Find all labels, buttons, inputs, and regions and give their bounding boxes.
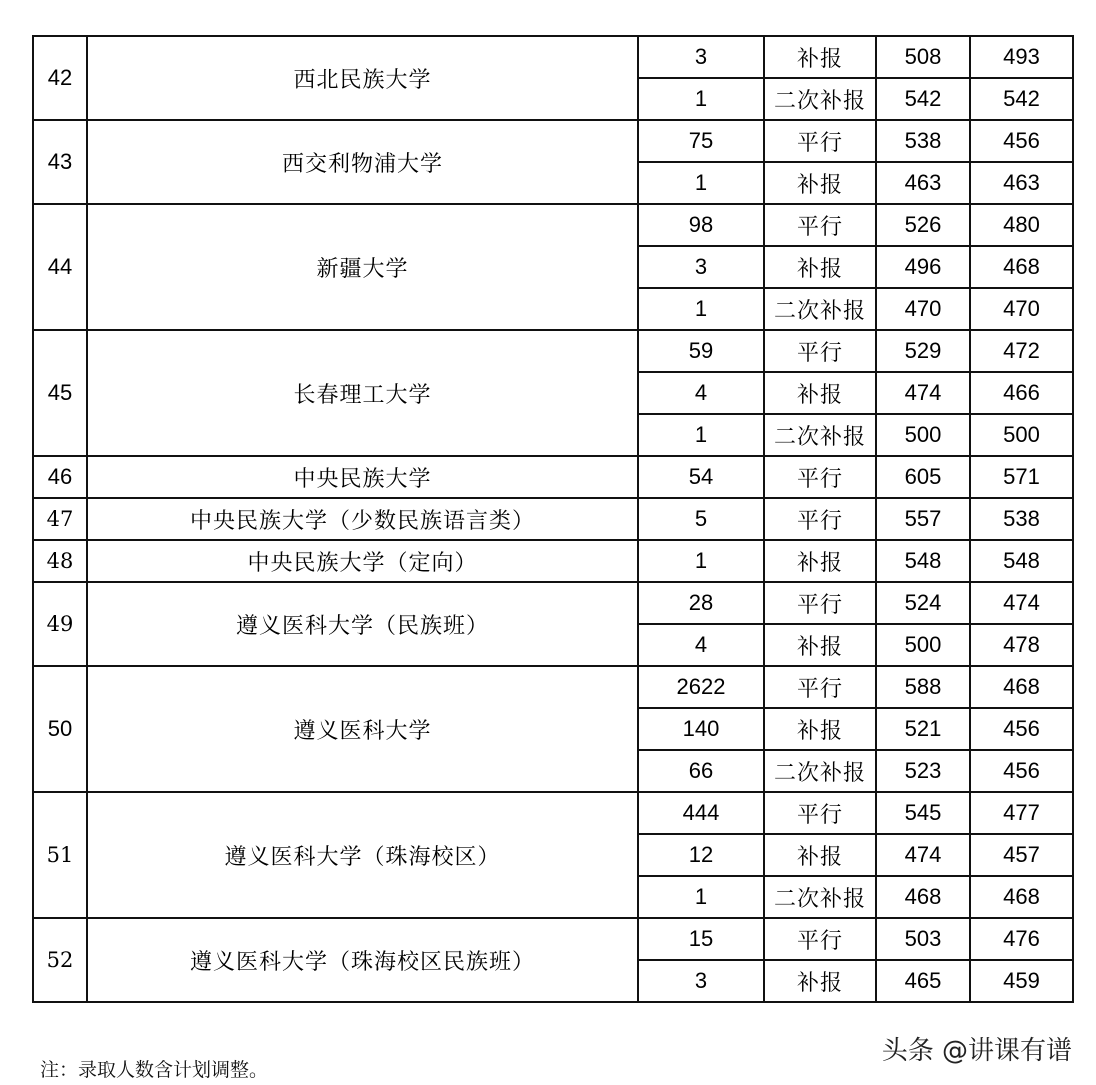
admit-count: 1 [638, 162, 764, 204]
max-score: 542 [876, 78, 970, 120]
max-score: 545 [876, 792, 970, 834]
watermark: 头条 @讲课有谱 [881, 1036, 1072, 1066]
admit-count: 1 [638, 288, 764, 330]
admit-count: 1 [638, 540, 764, 582]
university-name: 新疆大学 [87, 204, 638, 330]
batch-type: 平行 [764, 918, 876, 960]
max-score: 538 [876, 120, 970, 162]
max-score: 529 [876, 330, 970, 372]
max-score: 526 [876, 204, 970, 246]
row-number: 42 [33, 36, 87, 120]
admit-count: 3 [638, 246, 764, 288]
university-name: 遵义医科大学（珠海校区民族班） [87, 918, 638, 1002]
batch-type: 平行 [764, 666, 876, 708]
row-number: 44 [33, 204, 87, 330]
admit-count: 4 [638, 624, 764, 666]
batch-type: 平行 [764, 456, 876, 498]
max-score: 503 [876, 918, 970, 960]
min-score: 472 [970, 330, 1073, 372]
min-score: 468 [970, 876, 1073, 918]
min-score: 457 [970, 834, 1073, 876]
admit-count: 1 [638, 78, 764, 120]
table-row [33, 792, 1073, 834]
batch-type: 补报 [764, 624, 876, 666]
table-row [33, 582, 1073, 624]
min-score: 480 [970, 204, 1073, 246]
table-row [33, 918, 1073, 960]
admit-count: 15 [638, 918, 764, 960]
min-score: 500 [970, 414, 1073, 456]
university-name: 遵义医科大学 [87, 666, 638, 792]
min-score: 476 [970, 918, 1073, 960]
row-number: 48 [33, 540, 87, 582]
university-name: 中央民族大学（少数民族语言类） [87, 498, 638, 540]
row-number: 45 [33, 330, 87, 456]
admit-count: 75 [638, 120, 764, 162]
max-score: 557 [876, 498, 970, 540]
admit-count: 28 [638, 582, 764, 624]
min-score: 548 [970, 540, 1073, 582]
max-score: 500 [876, 624, 970, 666]
university-name: 西北民族大学 [87, 36, 638, 120]
min-score: 456 [970, 750, 1073, 792]
table-body [33, 36, 1073, 1002]
min-score: 468 [970, 666, 1073, 708]
batch-type: 补报 [764, 372, 876, 414]
min-score: 466 [970, 372, 1073, 414]
table-row [33, 36, 1073, 78]
university-name: 中央民族大学（定向） [87, 540, 638, 582]
min-score: 468 [970, 246, 1073, 288]
university-name: 中央民族大学 [87, 456, 638, 498]
row-number: 43 [33, 120, 87, 204]
max-score: 496 [876, 246, 970, 288]
table-row [33, 540, 1073, 582]
max-score: 465 [876, 960, 970, 1002]
max-score: 588 [876, 666, 970, 708]
row-number: 46 [33, 456, 87, 498]
university-name: 遵义医科大学（民族班） [87, 582, 638, 666]
admit-count: 2622 [638, 666, 764, 708]
min-score: 470 [970, 288, 1073, 330]
max-score: 605 [876, 456, 970, 498]
batch-type: 二次补报 [764, 876, 876, 918]
batch-type: 二次补报 [764, 750, 876, 792]
max-score: 548 [876, 540, 970, 582]
min-score: 456 [970, 708, 1073, 750]
admit-count: 12 [638, 834, 764, 876]
table-row [33, 330, 1073, 372]
admit-count: 444 [638, 792, 764, 834]
max-score: 521 [876, 708, 970, 750]
table-row [33, 666, 1073, 708]
min-score: 456 [970, 120, 1073, 162]
admission-table [32, 35, 1074, 1003]
max-score: 523 [876, 750, 970, 792]
min-score: 474 [970, 582, 1073, 624]
max-score: 474 [876, 834, 970, 876]
row-number: 52 [33, 918, 87, 1002]
min-score: 477 [970, 792, 1073, 834]
min-score: 571 [970, 456, 1073, 498]
admit-count: 1 [638, 876, 764, 918]
max-score: 468 [876, 876, 970, 918]
row-number: 47 [33, 498, 87, 540]
footnote: 注：录取人数含计划调整。 [40, 1059, 269, 1081]
batch-type: 平行 [764, 792, 876, 834]
batch-type: 平行 [764, 582, 876, 624]
admit-count: 59 [638, 330, 764, 372]
min-score: 493 [970, 36, 1073, 78]
min-score: 542 [970, 78, 1073, 120]
batch-type: 平行 [764, 204, 876, 246]
batch-type: 二次补报 [764, 288, 876, 330]
admit-count: 66 [638, 750, 764, 792]
admit-count: 4 [638, 372, 764, 414]
table-row [33, 204, 1073, 246]
admit-count: 3 [638, 960, 764, 1002]
batch-type: 补报 [764, 960, 876, 1002]
min-score: 538 [970, 498, 1073, 540]
max-score: 463 [876, 162, 970, 204]
max-score: 508 [876, 36, 970, 78]
min-score: 459 [970, 960, 1073, 1002]
batch-type: 平行 [764, 120, 876, 162]
row-number: 50 [33, 666, 87, 792]
admit-count: 54 [638, 456, 764, 498]
max-score: 470 [876, 288, 970, 330]
admit-count: 98 [638, 204, 764, 246]
university-name: 长春理工大学 [87, 330, 638, 456]
batch-type: 平行 [764, 330, 876, 372]
max-score: 524 [876, 582, 970, 624]
batch-type: 平行 [764, 498, 876, 540]
table-row [33, 498, 1073, 540]
admit-count: 140 [638, 708, 764, 750]
min-score: 463 [970, 162, 1073, 204]
max-score: 474 [876, 372, 970, 414]
min-score: 478 [970, 624, 1073, 666]
admit-count: 3 [638, 36, 764, 78]
batch-type: 补报 [764, 162, 876, 204]
admit-count: 1 [638, 414, 764, 456]
university-name: 遵义医科大学（珠海校区） [87, 792, 638, 918]
admit-count: 5 [638, 498, 764, 540]
row-number: 51 [33, 792, 87, 918]
batch-type: 补报 [764, 36, 876, 78]
table-row [33, 456, 1073, 498]
row-number: 49 [33, 582, 87, 666]
batch-type: 二次补报 [764, 414, 876, 456]
table-row [33, 120, 1073, 162]
university-name: 西交利物浦大学 [87, 120, 638, 204]
max-score: 500 [876, 414, 970, 456]
batch-type: 补报 [764, 834, 876, 876]
batch-type: 补报 [764, 540, 876, 582]
batch-type: 补报 [764, 246, 876, 288]
batch-type: 二次补报 [764, 78, 876, 120]
batch-type: 补报 [764, 708, 876, 750]
